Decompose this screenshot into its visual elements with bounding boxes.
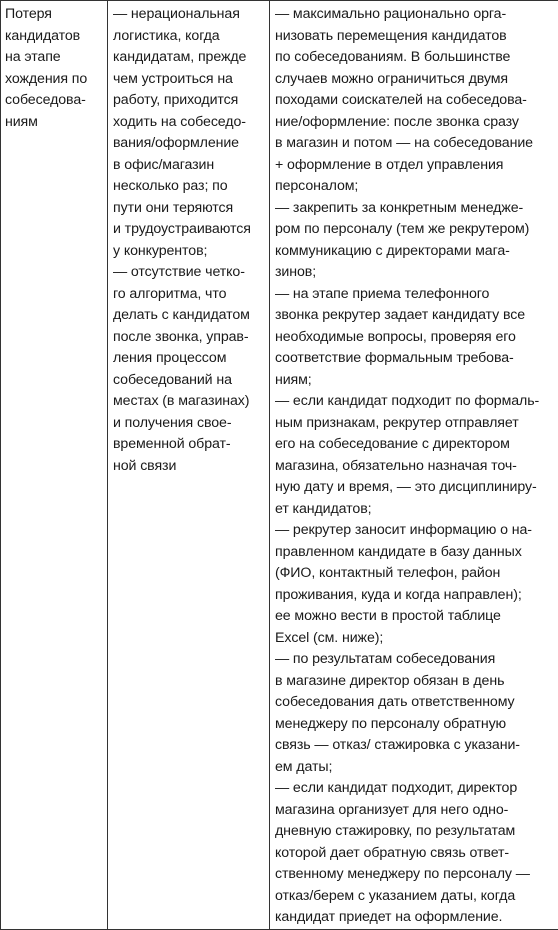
text-line: собеседований на [113,370,266,392]
text-line: у конкурентов; [113,241,266,263]
text-line: в магазин и потом — на собеседование [275,133,554,155]
text-line: го алгоритма, что [113,284,266,306]
text-line: ем даты; [275,757,554,779]
text-line: (ФИО, контактный телефон, район [275,563,554,585]
text-line: ной связи [113,456,266,478]
text-line: — отсутствие четко- [113,262,266,284]
text-line: делать с кандидатом [113,305,266,327]
text-line: ходить на собеседо- [113,112,266,134]
text-line: которой дает обратную связь ответ- [275,843,554,865]
text-line: ную дату и время, — это дисциплиниру- [275,477,554,499]
text-line: ние/оформление: после звонка сразу [275,112,554,134]
text-line: дневную стажировку, по результатам [275,821,554,843]
text-line: логистика, когда [113,26,266,48]
text-line: кандидатов [5,26,104,48]
text-line: звонка рекрутер задает кандидату все [275,305,554,327]
text-line: походами соискателей на собеседова- [275,90,554,112]
text-line: временной обрат- [113,434,266,456]
text-line: работу, приходится [113,90,266,112]
text-line: кандидат приедет на оформление. [275,907,554,929]
text-line: кандидатам, прежде [113,47,266,69]
text-line: и получения свое- [113,413,266,435]
text-line: — если кандидат подходит по формаль- [275,391,554,413]
text-line: ее можно вести в простой таблице [275,606,554,628]
text-line: ным признакам, рекрутер отправляет [275,413,554,435]
text-line: соответствие формальным требова- [275,348,554,370]
text-line: необходимые вопросы, проверяя его [275,327,554,349]
text-line: связь — отказ/ стажировка с указани- [275,735,554,757]
text-line: собеседования дать ответственному [275,692,554,714]
text-line: ниям; [275,370,554,392]
text-line: чем устроиться на [113,69,266,91]
text-line: низовать перемещения кандидатов [275,26,554,48]
text-line: — рекрутер заносит информацию о на- [275,520,554,542]
text-line: — максимально рационально орга- [275,4,554,26]
text-line: в магазине директор обязан в день [275,671,554,693]
text-line: ственному менеджеру по персоналу — [275,864,554,886]
text-line: и трудоустраиваются [113,219,266,241]
text-line: магазина организует для него одно- [275,800,554,822]
text-line: правленном кандидате в базу данных [275,542,554,564]
text-line: персоналом; [275,176,554,198]
text-line: — на этапе приема телефонного [275,284,554,306]
text-line: по собеседованиям. В большинстве [275,47,554,69]
text-line: вания/оформление [113,133,266,155]
text-line: магазина, обязательно назначая точ- [275,456,554,478]
text-line: пути они теряются [113,198,266,220]
text-line: + оформление в отдел управления [275,155,554,177]
cause-cell [108,1,270,930]
text-line: зинов; [275,262,554,284]
text-line: проживания, куда и когда направлен); [275,585,554,607]
text-line: ления процессом [113,348,266,370]
text-line: ет кандидатов; [275,499,554,521]
text-line: несколько раз; по [113,176,266,198]
text-line: хождения по [5,69,104,91]
text-line: в офис/магазин [113,155,266,177]
text-line: после звонка, управ- [113,327,266,349]
text-line: местах (в магазинах) [113,391,266,413]
text-line: собеседова- [5,90,104,112]
text-line: ром по персоналу (тем же рекрутером) [275,219,554,241]
text-line: коммуникацию с директорами мага- [275,241,554,263]
text-line: Потеря [5,4,104,26]
table-row [1,1,558,930]
text-line: ниям [5,112,104,134]
solution-cell [270,1,558,930]
text-line: отказ/берем с указанием даты, когда [275,886,554,908]
text-line: — нерациональная [113,4,266,26]
text-line: — если кандидат подходит, директор [275,778,554,800]
text-line: — закрепить за конкретным менедже- [275,198,554,220]
text-line: случаев можно ограничиться двумя [275,69,554,91]
text-line: на этапе [5,47,104,69]
text-line: менеджеру по персоналу обратную [275,714,554,736]
text-line: Excel (см. ниже); [275,628,554,650]
problem-cell [1,1,108,930]
text-line: его на собеседование с директором [275,434,554,456]
text-line: — по результатам собеседования [275,649,554,671]
